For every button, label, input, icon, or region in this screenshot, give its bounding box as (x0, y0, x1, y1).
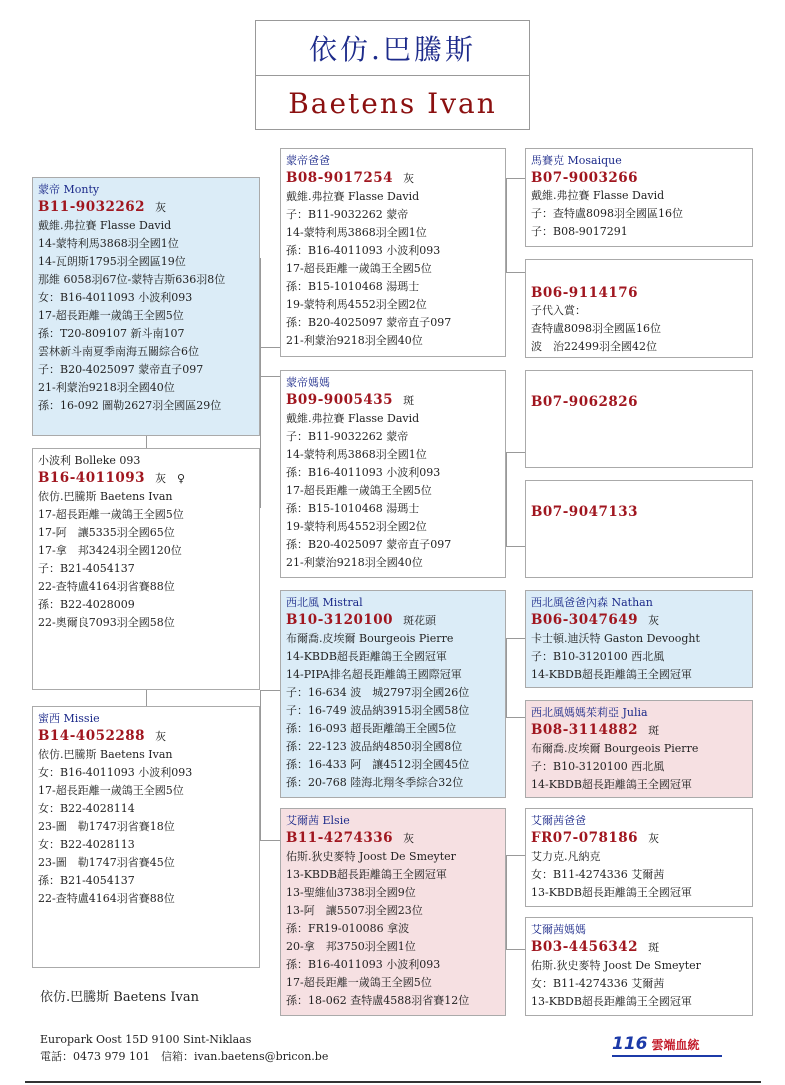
ring-number: FR07-078186 灰 (531, 830, 660, 846)
info-line: 孫：B16-4011093 小波利093 (286, 244, 441, 257)
info-line: 布爾喬.皮埃爾 Bourgeois Pierre (286, 632, 454, 645)
pigeon-name: 蒙帝爸爸 (286, 154, 330, 167)
ancestor-card-nathan (525, 590, 753, 688)
logo-text: 雲端血統 (651, 1037, 700, 1052)
pigeon-name: 艾爾茜爸爸 (531, 814, 586, 827)
info-line: 戴維.弗拉賽 Flasse David (286, 190, 420, 203)
info-line: 孫：B20-4025097 蒙帝直子097 (286, 538, 452, 551)
ring-number: B08-3114882 斑 (531, 722, 660, 738)
info-line: 14-KBDB超長距離鴿王全國冠軍 (531, 668, 692, 681)
info-line: 13-阿 讓5507羽全國23位 (286, 904, 423, 917)
info-line: 17-超長距離一歲鴿王全國5位 (286, 976, 432, 989)
pigeon-name: 蒙帝媽媽 (286, 376, 330, 389)
connector-line (506, 452, 525, 453)
info-line: 17-超長距離一歲鴿王全國5位 (38, 309, 184, 322)
info-line: 女：B11-4274336 艾爾茜 (531, 977, 665, 990)
info-line: 子：B10-3120100 西北風 (531, 650, 665, 663)
color-label: 斑 (648, 941, 660, 954)
info-line: 子：查特盧8098羽全國區16位 (531, 207, 683, 220)
color-label: 灰 (648, 832, 660, 845)
pigeon-name: 西北風爸爸內森 Nathan (531, 596, 653, 609)
info-line: 14-PIPA排名超長距離鴿王國際冠軍 (286, 668, 462, 681)
info-line: 17-阿 讓5335羽全國65位 (38, 526, 175, 539)
info-line: 子：B10-3120100 西北風 (531, 760, 665, 773)
info-line: 孫：B16-4011093 小波利093 (286, 466, 441, 479)
info-line: 17-拿 邦3424羽全國120位 (38, 544, 182, 557)
info-line: 19-蒙特利馬4552羽全國2位 (286, 298, 427, 311)
dam-sire-card-mistral (280, 590, 506, 798)
dam-dam-card-elsie (280, 808, 506, 1016)
ancestor-card-mosaique (525, 148, 753, 247)
connector-line (506, 178, 525, 179)
info-line: 21-利蒙治9218羽全國40位 (286, 556, 423, 569)
info-line: 20-拿 邦3750羽全國1位 (286, 940, 416, 953)
info-line: 21-利蒙治9218羽全國40位 (286, 334, 423, 347)
ancestor-card-b06-9114176 (525, 259, 753, 358)
dam-card-missie (32, 706, 260, 968)
connector-line (506, 855, 507, 950)
ring-number: B09-9005435 斑 (286, 392, 415, 408)
connector-line (506, 272, 525, 273)
color-label: 灰 ♀ (155, 472, 186, 485)
info-line: 子代入賞： (531, 304, 586, 317)
info-line: 子：B21-4054137 (38, 562, 135, 575)
color-label: 斑花頭 (403, 614, 437, 627)
color-label: 斑 (648, 724, 660, 737)
color-label: 灰 (155, 730, 167, 743)
color-label: 斑 (403, 394, 415, 407)
color-label: 灰 (155, 201, 167, 214)
connector-line (146, 436, 147, 448)
info-line: 17-超長距離一歲鴿王全國5位 (286, 484, 432, 497)
pigeon-name-english: Baetens Ivan (288, 87, 497, 120)
info-line: 女：B22-4028113 (38, 838, 135, 851)
info-line: 卡士頓.迪沃特 Gaston Devooght (531, 632, 700, 645)
info-line: 14-KBDB超長距離鴿王全國冠軍 (531, 778, 692, 791)
sire-card-monty (32, 177, 260, 436)
pigeon-name: 蜜西 Missie (38, 712, 100, 725)
info-line: 14-KBDB超長距離鴿王全國冠軍 (286, 650, 447, 663)
pigeon-name: 馬賽克 Mosaique (531, 154, 622, 167)
connector-line (506, 546, 525, 547)
info-line: 孫：B16-4011093 小波利093 (286, 958, 441, 971)
info-line: 13-KBDB超長距離鴿王全國冠軍 (531, 995, 692, 1008)
info-line: 19-蒙特利馬4552羽全國2位 (286, 520, 427, 533)
info-line: 艾力克.凡納克 (531, 850, 601, 863)
connector-line (506, 855, 525, 856)
ring-number: B06-9114176 (531, 285, 639, 301)
ancestor-card-b07-9062826 (525, 370, 753, 468)
connector-line (260, 376, 280, 377)
ring-number: B07-9062826 (531, 394, 639, 410)
pigeon-name: 西北風 Mistral (286, 596, 363, 609)
connector-line (506, 717, 525, 718)
info-line: 查特盧8098羽全國區16位 (531, 322, 661, 335)
info-line: 孫：B22-4028009 (38, 598, 135, 611)
ring-number: B07-9003266 (531, 170, 639, 186)
info-line: 孫：B20-4025097 蒙帝直子097 (286, 316, 452, 329)
ancestor-card-elsie-dam (525, 917, 753, 1016)
connector-line (506, 452, 507, 547)
info-line: 22-奧爾良7093羽全國58位 (38, 616, 175, 629)
info-line: 那維 6058羽67位-蒙特吉斯636羽8位 (38, 273, 226, 286)
connector-line (260, 690, 280, 691)
info-line: 14-蒙特利馬3868羽全國1位 (286, 226, 427, 239)
footer-divider (25, 1081, 761, 1083)
sire-sire-card (280, 148, 506, 357)
info-line: 14-蒙特利馬3868羽全國1位 (38, 237, 179, 250)
info-line: 孫：16-433 阿 讓4512羽全國45位 (286, 758, 470, 771)
connector-line (146, 690, 147, 706)
info-line: 23-圖 勒1747羽省賽18位 (38, 820, 175, 833)
info-line: 佑斯.狄史麥特 Joost De Smeyter (531, 959, 701, 972)
pigeon-name: 小波利 Bolleke 093 (38, 454, 141, 467)
pigeon-name: 蒙帝 Monty (38, 183, 100, 196)
info-line: 14-蒙特利馬3868羽全國1位 (286, 448, 427, 461)
sire-dam-card (280, 370, 506, 578)
info-line: 22-查特盧4164羽省賽88位 (38, 892, 175, 905)
info-line: 孫：18-062 查特盧4588羽省賽12位 (286, 994, 470, 1007)
info-line: 布爾喬.皮埃爾 Bourgeois Pierre (531, 742, 699, 755)
pigeon-name-chinese: 依仿.巴騰斯 (256, 21, 529, 76)
connector-line (260, 347, 280, 348)
info-line: 孫：T20-809107 新斗南107 (38, 327, 185, 340)
pigeon-name: 艾爾茜 Elsie (286, 814, 350, 827)
subject-card-bolleke (32, 448, 260, 690)
connector-line (506, 949, 525, 950)
connector-line (260, 840, 280, 841)
owner-phone-email: 電話：0473 979 101 信箱：ivan.baetens@bricon.be (40, 1050, 329, 1063)
owner-address: Europark Oost 15D 9100 Sint-Niklaas (40, 1033, 252, 1046)
info-line: 17-超長距離一歲鴿王全國5位 (38, 508, 184, 521)
info-line: 子：B11-9032262 蒙帝 (286, 430, 409, 443)
info-line: 女：B22-4028114 (38, 802, 135, 815)
info-line: 依仿.巴騰斯 Baetens Ivan (38, 748, 173, 761)
info-line: 女：B16-4011093 小波利093 (38, 766, 193, 779)
ancestor-card-julia (525, 700, 753, 798)
info-line: 13-KBDB超長距離鴿王全國冠軍 (286, 868, 447, 881)
color-label: 灰 (403, 832, 415, 845)
ancestor-card-elsie-sire (525, 808, 753, 907)
ring-number: B16-4011093 灰 ♀ (38, 470, 186, 486)
info-line: 子：B20-4025097 蒙帝直子097 (38, 363, 204, 376)
info-line: 子：16-749 波品納3915羽全國58位 (286, 704, 470, 717)
cloud-pedigree-logo (612, 1033, 722, 1055)
owner-name: 依仿.巴騰斯 Baetens Ivan (40, 990, 199, 1005)
title-box (255, 20, 530, 130)
info-line: 女：B16-4011093 小波利093 (38, 291, 193, 304)
logo-number: 116 (612, 1034, 648, 1054)
info-line: 佑斯.狄史麥特 Joost De Smeyter (286, 850, 456, 863)
info-line: 孫：16-093 超長距離鴿王全國5位 (286, 722, 457, 735)
info-line: 戴維.弗拉賽 Flasse David (286, 412, 420, 425)
color-label: 灰 (403, 172, 415, 185)
info-line: 波 治22499羽全國42位 (531, 340, 657, 353)
ring-number: B06-3047649 灰 (531, 612, 660, 628)
owner-contact (40, 1031, 328, 1065)
ring-number: B03-4456342 斑 (531, 939, 660, 955)
info-line: 戴維.弗拉賽 Flasse David (38, 219, 172, 232)
info-line: 13-聖維仙3738羽全國9位 (286, 886, 416, 899)
ancestor-card-b07-9047133 (525, 480, 753, 578)
ring-number: B07-9047133 (531, 504, 639, 520)
info-line: 孫：22-123 波品納4850羽全國8位 (286, 740, 463, 753)
connector-line (260, 690, 261, 840)
connector-line (506, 638, 507, 718)
info-line: 戴維.弗拉賽 Flasse David (531, 189, 665, 202)
connector-line (260, 258, 261, 508)
info-line: 孫：20-768 陸海北翔冬季綜合32位 (286, 776, 464, 789)
info-line: 子：16-634 波 城2797羽全國26位 (286, 686, 470, 699)
info-line: 孫：16-092 圖勒2627羽全國區29位 (38, 399, 222, 412)
logo-underline (612, 1055, 722, 1057)
info-line: 14-瓦朗斯1795羽全國區19位 (38, 255, 186, 268)
info-line: 孫：FR19-010086 拿波 (286, 922, 410, 935)
info-line: 23-圖 勒1747羽省賽45位 (38, 856, 175, 869)
pigeon-name: 艾爾茜媽媽 (531, 923, 586, 936)
info-line: 17-超長距離一歲鴿王全國5位 (38, 784, 184, 797)
info-line: 女：B11-4274336 艾爾茜 (531, 868, 665, 881)
info-line: 21-利蒙治9218羽全國40位 (38, 381, 175, 394)
info-line: 22-查特盧4164羽省賽88位 (38, 580, 175, 593)
info-line: 孫：B21-4054137 (38, 874, 135, 887)
info-line: 孫：B15-1010468 湯瑪士 (286, 280, 420, 293)
ring-number: B10-3120100 斑花頭 (286, 612, 437, 628)
info-line: 13-KBDB超長距離鴿王全國冠軍 (531, 886, 692, 899)
info-line: 子：B08-9017291 (531, 225, 628, 238)
ring-number: B11-9032262 灰 (38, 199, 167, 215)
ring-number: B11-4274336 灰 (286, 830, 415, 846)
color-label: 灰 (648, 614, 660, 627)
info-line: 子：B11-9032262 蒙帝 (286, 208, 409, 221)
info-line: 孫：B15-1010468 湯瑪士 (286, 502, 420, 515)
pigeon-name: 西北風媽媽茱莉亞 Julia (531, 706, 648, 719)
ring-number: B14-4052288 灰 (38, 728, 167, 744)
info-line: 17-超長距離一歲鴿王全國5位 (286, 262, 432, 275)
info-line: 依仿.巴騰斯 Baetens Ivan (38, 490, 173, 503)
connector-line (506, 638, 525, 639)
info-line: 雲林新斗南夏季南海五關綜合6位 (38, 345, 199, 358)
connector-line (506, 178, 507, 273)
ring-number: B08-9017254 灰 (286, 170, 415, 186)
